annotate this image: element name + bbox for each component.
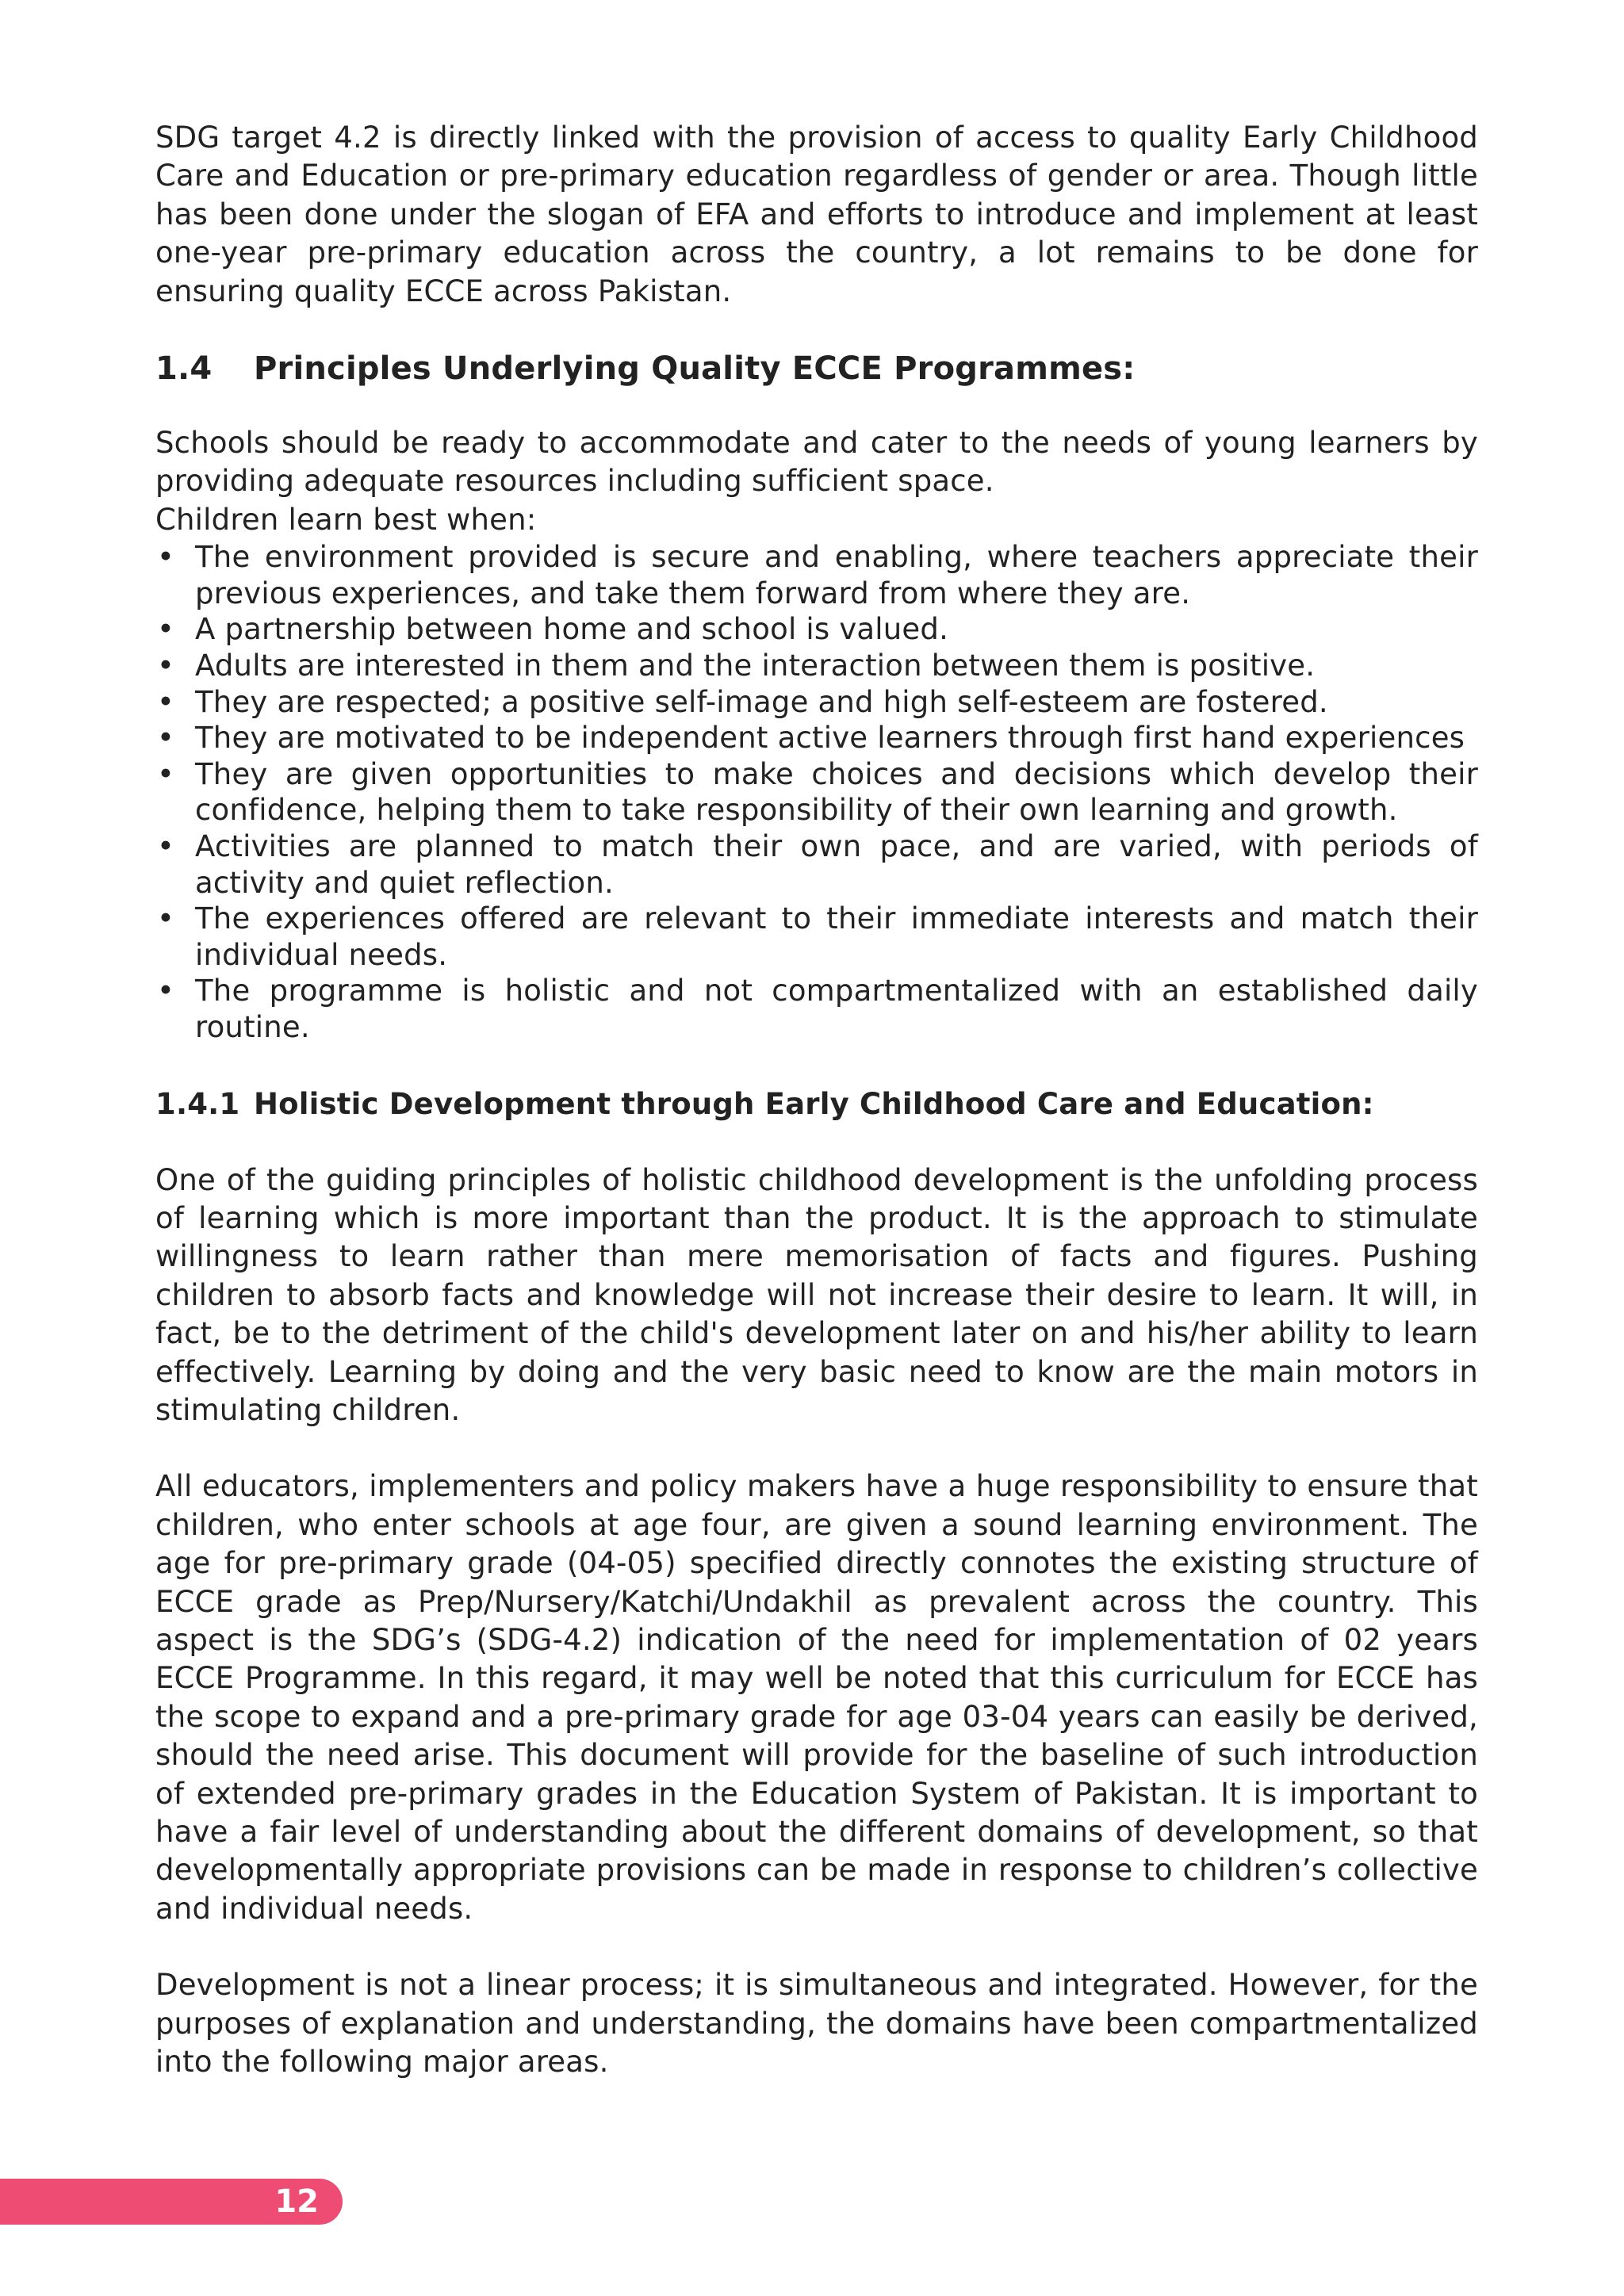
list-item: • They are respected; a positive self-image and high self-esteem are fostered. bbox=[157, 684, 1328, 719]
section-heading-1-4-1 bbox=[155, 1085, 1478, 1123]
bullet-icon: • bbox=[157, 829, 175, 863]
holistic-paragraph-1: One of the guiding principles of holistic childhood development is the unfolding process of learning which is more important than the product. It is the approach to stimulate willingness to learn rather than mere memorisation of facts and figures. Pushing children to absorb facts and knowledge will not increase their desire to learn. It will, in fact, be to the detriment of the child's development later on and his/her ability to learn effectively. Learning by doing and the very basic need to know are the main motors in stimulating children. bbox=[155, 1162, 1478, 1427]
bullet-icon: • bbox=[157, 684, 175, 719]
section-number: 1.4 bbox=[155, 350, 213, 388]
subsection-title: Holistic Development through Early Childhood Care and Education: bbox=[254, 1086, 1374, 1121]
bullet-icon: • bbox=[157, 721, 175, 756]
holistic-paragraph-3: Development is not a linear process; it is simultaneous and integrated. However, for the purposes of explanation and understanding, the domains have been compartmentalized into the following major areas. bbox=[155, 1968, 1478, 2080]
bullet-icon: • bbox=[157, 540, 175, 575]
list-item: • Activities are planned to match their own pace, and are varied, with periods of activity and quiet reflection. bbox=[157, 829, 1478, 900]
list-item: • A partnership between home and school is valued. bbox=[157, 612, 949, 647]
bullet-icon: • bbox=[157, 612, 175, 647]
principles-list bbox=[155, 539, 1478, 1045]
list-item: • The experiences offered are relevant to their immediate interests and match their individual needs. bbox=[157, 901, 1478, 972]
bullet-icon: • bbox=[157, 901, 175, 936]
list-item: • They are given opportunities to make choices and decisions which develop their confidence, helping them to take responsibility of their own learning and growth. bbox=[157, 756, 1478, 828]
bullet-icon: • bbox=[157, 649, 175, 683]
list-intro: Children learn best when: bbox=[155, 502, 537, 537]
list-item: • Adults are interested in them and the interaction between them is positive. bbox=[157, 649, 1316, 683]
list-item: • The environment provided is secure and enabling, where teachers appreciate their previous experiences, and take them forward from where they are. bbox=[157, 540, 1478, 610]
list-item: • They are motivated to be independent active learners through first hand experiences bbox=[157, 721, 1465, 756]
subsection-number: 1.4.1 bbox=[155, 1086, 240, 1121]
intro-paragraph: SDG target 4.2 is directly linked with the provision of access to quality Early Childhood Care and Education or pre-primary education regardless of gender or area. Though little has been done under the slogan of EFA and efforts to introduce and implement at least one-year pre-primary education across the country, a lot remains to be done for ensuring quality ECCE across Pakistan. bbox=[155, 121, 1478, 308]
bullet-icon: • bbox=[157, 974, 175, 1008]
holistic-paragraph-2: All educators, implementers and policy makers have a huge responsibility to ensure that children, who enter schools at age four, are given a sound learning environment. The age for pre-primary grade (04-05) specified directly connotes the existing structure of ECCE grade as Prep/Nursery/Katchi/Undakhil as prevalent across the country. This aspect is the SDG’s (SDG-4.2) indication of the need for implementation of 02 years ECCE Programme. In this regard, it may well be noted that this curriculum for ECCE has the scope to expand and a pre-primary grade for age 03-04 years can easily be derived, should the need arise. This document will provide for the baseline of such introduction of extended pre-primary grades in the Education System of Pakistan. It is important to have a fair level of understanding about the different domains of development, so that developmentally appropriate provisions can be made in response to children’s collective and individual needs. bbox=[155, 1469, 1478, 1926]
section-1-4-paragraph: Schools should be ready to accommodate and cater to the needs of young learners by providing adequate resources including sufficient space. bbox=[155, 426, 1478, 499]
bullet-icon: • bbox=[157, 756, 175, 791]
page-number: 12 bbox=[274, 2183, 319, 2220]
document-page bbox=[155, 119, 1478, 2082]
page-number-tab bbox=[0, 2179, 343, 2225]
list-item: • The programme is holistic and not compartmentalized with an established daily routine. bbox=[157, 974, 1478, 1044]
section-title: Principles Underlying Quality ECCE Programmes: bbox=[254, 350, 1136, 388]
section-heading-1-4 bbox=[155, 348, 1478, 389]
